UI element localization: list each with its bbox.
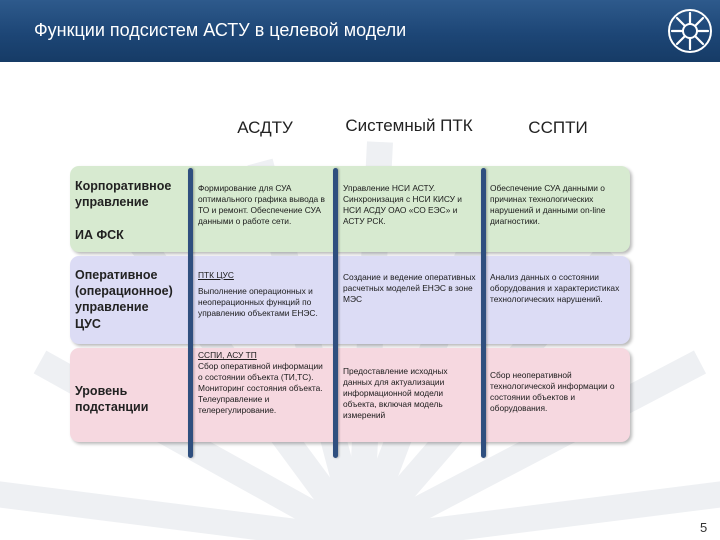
row-label-substation: Уровень подстанции <box>75 384 149 414</box>
cell-operational-asdtu <box>198 270 330 319</box>
row-label-operational: Оперативное (операционное) управление <box>75 268 173 314</box>
column-header-ssptì: ССПТИ <box>528 118 588 137</box>
row-sublabel-tsus: ЦУС <box>75 317 101 331</box>
cell-corporate-ssptì <box>490 183 625 227</box>
cell-substation-asdtu <box>198 350 328 416</box>
cell-substation-ptk <box>343 366 477 421</box>
row-sublabel-ia-fsk: ИА ФСК <box>75 228 124 242</box>
cell-corporate-ptk <box>343 183 478 227</box>
cell-text: Анализ данных о состоянии оборудования и характеристиках технологических нарушений. <box>490 272 620 304</box>
slide-header <box>0 0 720 62</box>
cell-text: Предоставление исходных данных для актуализации информационной модели объекта, включая модель измерений <box>343 366 448 420</box>
row-label-corporate: Корпоративное управление <box>75 179 172 209</box>
cell-text: Сбор оперативной информации о состоянии объекта (ТИ,ТС). Мониторинг состояния объекта. Телеуправление и телерегулирование. <box>198 361 323 415</box>
cell-text: Сбор неоперативной технологической информации о состоянии объектов и оборудования. <box>490 370 615 413</box>
cell-text: Формирование для СУА оптимального графика вывода в ТО и ремонт. Обеспечение СУА данными о работе сети. <box>198 183 325 226</box>
page-number: 5 <box>700 520 708 535</box>
cell-text: Выполнение операционных и неоперационных функций по управлению объектами ЕНЭС. <box>198 286 318 318</box>
cell-substation-ssptì <box>490 370 620 414</box>
fsk-logo-icon <box>664 5 716 57</box>
cell-text: Управление НСИ АСТУ. Синхронизация с НСИ КИСУ и НСИ АСДУ ОАО «СО ЕЭС» и АСТУ РСК. <box>343 183 462 226</box>
cell-operational-ptk <box>343 272 477 305</box>
cell-heading: ПТК ЦУС <box>198 270 234 280</box>
cell-heading: ССПИ, АСУ ТП <box>198 350 257 360</box>
slide-title: Функции подсистем АСТУ в целевой модели <box>34 20 407 40</box>
column-header-sistemny-ptk: Системный ПТК <box>345 116 473 135</box>
cell-text: Обеспечение СУА данными о причинах технологических нарушений и данными on-line диагностики. <box>490 183 606 226</box>
column-header-asdtu: АСДТУ <box>237 118 293 137</box>
cell-text: Создание и ведение оперативных расчетных моделей ЕНЭС в зоне МЭС <box>343 272 476 304</box>
cell-operational-ssptì <box>490 272 628 305</box>
column-divider <box>481 168 486 458</box>
cell-corporate-asdtu <box>198 183 328 227</box>
column-divider <box>333 168 338 458</box>
